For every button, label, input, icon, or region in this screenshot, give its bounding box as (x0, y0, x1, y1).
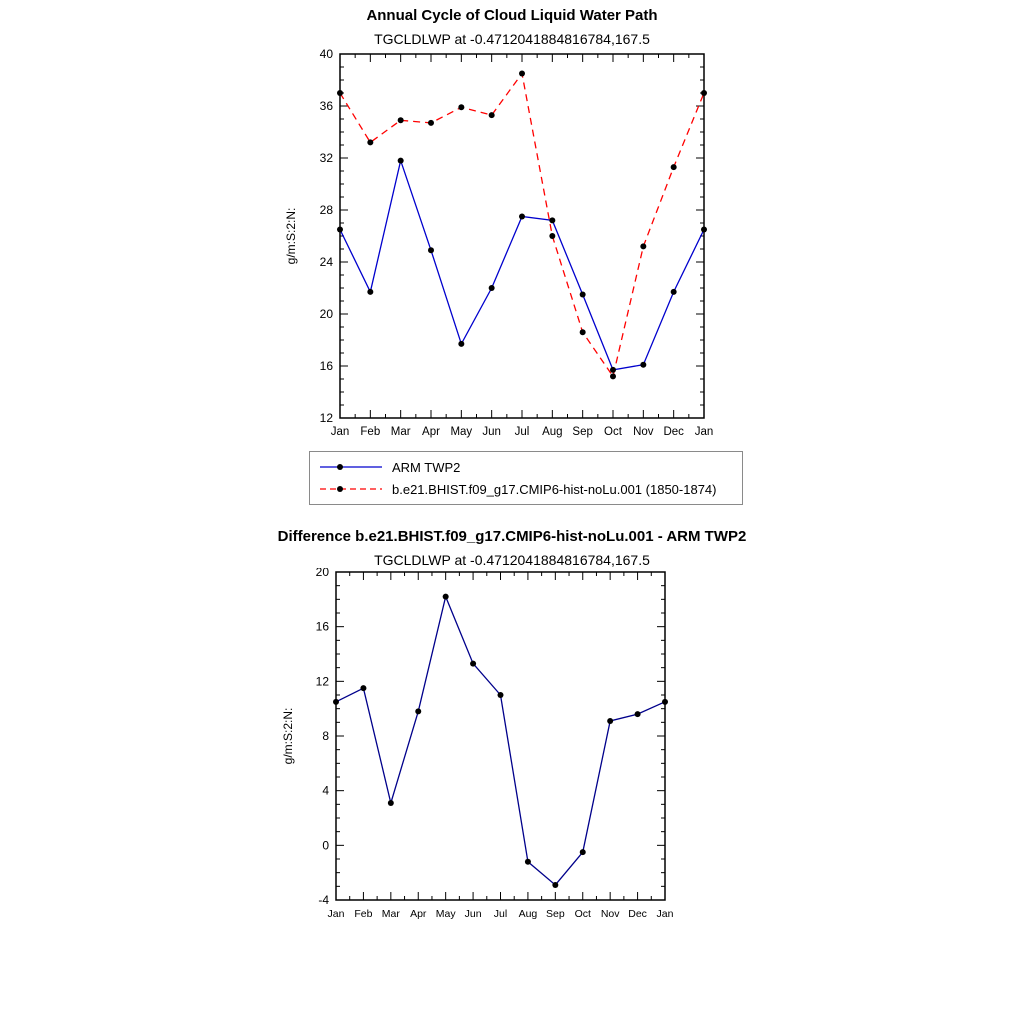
bottom-chart-plot (0, 568, 1024, 920)
svg-text:28: 28 (319, 203, 333, 217)
svg-text:Jan: Jan (330, 426, 350, 438)
svg-text:Feb: Feb (354, 908, 373, 920)
svg-text:g/m:S:2:N:: g/m:S:2:N: (284, 207, 298, 265)
bottom-chart-subtitle: TGCLDLWP at -0.4712041884816784,167.5 (374, 552, 650, 568)
svg-text:16: 16 (319, 359, 333, 373)
legend (309, 451, 743, 505)
svg-text:Mar: Mar (390, 426, 411, 438)
legend-label-model: b.e21.BHIST.f09_g17.CMIP6-hist-noLu.001 (1850-1874) (392, 481, 717, 497)
svg-text:Oct: Oct (574, 908, 591, 920)
svg-text:Jun: Jun (482, 426, 501, 438)
svg-text:Jan: Jan (656, 908, 674, 920)
svg-text:36: 36 (319, 99, 333, 113)
legend-label-arm: ARM TWP2 (392, 459, 461, 475)
svg-text:Apr: Apr (410, 908, 427, 920)
svg-text:Nov: Nov (633, 426, 654, 438)
svg-text:Jul: Jul (514, 426, 530, 438)
svg-text:Oct: Oct (604, 426, 622, 438)
svg-text:20: 20 (315, 568, 329, 579)
svg-text:Sep: Sep (545, 908, 565, 920)
top-chart-subtitle: TGCLDLWP at -0.4712041884816784,167.5 (374, 31, 650, 47)
svg-text:Aug: Aug (542, 426, 563, 438)
legend-item-model (318, 478, 734, 500)
legend-item-arm (318, 456, 734, 478)
svg-text:Dec: Dec (628, 908, 647, 920)
svg-text:Sep: Sep (572, 426, 593, 438)
top-chart-plot (0, 47, 1024, 441)
svg-text:20: 20 (319, 307, 333, 321)
svg-text:4: 4 (322, 783, 329, 798)
svg-text:-4: -4 (318, 893, 329, 907)
svg-text:0: 0 (322, 838, 329, 853)
svg-text:32: 32 (319, 151, 333, 165)
svg-text:May: May (435, 908, 456, 920)
svg-text:Nov: Nov (600, 908, 620, 920)
legend-line-sample-solid-icon (318, 460, 384, 474)
bottom-chart-title: Difference b.e21.BHIST.f09_g17.CMIP6-hist-noLu.001 - ARM TWP2 (277, 528, 747, 545)
svg-text:24: 24 (319, 255, 333, 269)
legend-line-sample-dashed-icon (318, 482, 384, 496)
svg-text:40: 40 (319, 47, 333, 61)
svg-text:Aug: Aug (518, 908, 538, 920)
svg-text:8: 8 (322, 729, 329, 743)
svg-text:12: 12 (315, 674, 329, 689)
svg-text:Apr: Apr (422, 426, 440, 438)
svg-text:Feb: Feb (360, 426, 381, 438)
svg-text:May: May (450, 426, 473, 438)
svg-text:g/m:S:2:N:: g/m:S:2:N: (281, 707, 295, 765)
svg-text:Jan: Jan (327, 908, 345, 920)
svg-text:Jan: Jan (694, 426, 714, 438)
top-chart-title: Annual Cycle of Cloud Liquid Water Path (366, 7, 658, 24)
svg-text:12: 12 (319, 411, 333, 425)
svg-text:16: 16 (315, 619, 329, 634)
svg-text:Mar: Mar (381, 908, 400, 920)
svg-text:Jul: Jul (493, 908, 508, 920)
svg-text:Dec: Dec (663, 426, 684, 438)
svg-text:Jun: Jun (464, 908, 482, 920)
